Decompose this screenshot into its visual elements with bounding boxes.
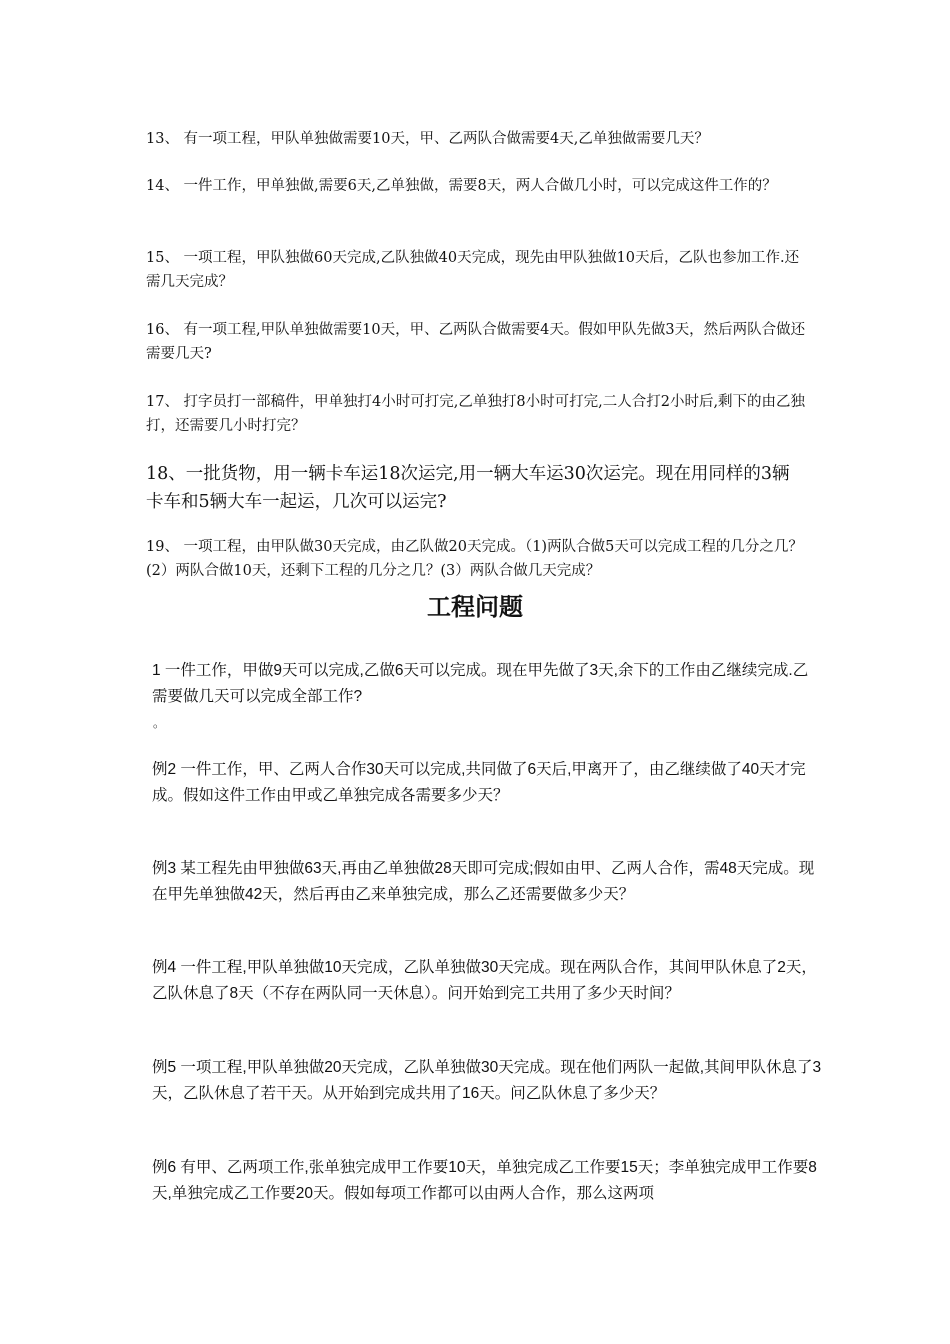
example-5: 例5 一项工程,甲队单独做20天完成，乙队单独做30天完成。现在他们两队一起做,其间甲队休息了3天，乙队休息了若干天。从开始到完成共用了16天。问乙队休息了多少天？	[152, 1059, 822, 1102]
example-2: 例2 一件工作，甲、乙两人合作30天可以完成,共同做了6天后,甲离开了，由乙继续做了40天才完成。假如这件工作由甲或乙单独完成各需要多少天？	[152, 761, 806, 804]
example-6: 例6 有甲、乙两项工作,张单独完成甲工作要10天，单独完成乙工作要15天；李单独完成甲工作要8天,单独完成乙工作要20天。假如每项工作都可以由两人合作，那么这两项	[152, 1159, 817, 1202]
question-15: 15、 一项工程，甲队独做60天完成,乙队独做40天完成，现先由甲队独做10天后，乙队也参加工作.还需几天完成？	[146, 250, 800, 290]
example-3: 例3 某工程先由甲独做63天,再由乙单独做28天即可完成;假如由甲、乙两人合作，需48天完成。现在甲先单独做42天，然后再由乙来单独完成，那么乙还需要做多少天？	[152, 860, 815, 903]
stray-mark: 。	[153, 716, 166, 730]
example-1: 1 一件工作，甲做9天可以完成,乙做6天可以完成。现在甲先做了3天,余下的工作由乙继续完成.乙需要做几天可以完成全部工作?	[152, 662, 809, 705]
question-16: 16、 有一项工程,甲队单独做需要10天，甲、乙两队合做需要4天。假如甲队先做3天，然后两队合做还需要几天?	[146, 322, 806, 362]
question-14: 14、 一件工作，甲单独做,需要6天,乙单独做，需要8天，两人合做几小时，可以完成这件工作的？	[146, 178, 777, 194]
section-title: 工程问题	[427, 594, 523, 621]
question-17: 17、 打字员打一部稿件，甲单独打4小时可打完,乙单独打8小时可打完,二人合打2小时后,剩下的由乙独打，还需要几小时打完？	[146, 394, 806, 434]
question-13: 13、 有一项工程，甲队单独做需要10天，甲、乙两队合做需要4天,乙单独做需要几天？	[146, 131, 709, 147]
question-19: 19、 一项工程，由甲队做30天完成，由乙队做20天完成。（1)两队合做5天可以完成工程的几分之几？(2）两队合做10天，还剩下工程的几分之几？(3）两队合做几天完成？	[146, 539, 803, 579]
example-4: 例4 一件工程,甲队单独做10天完成，乙队单独做30天完成。现在两队合作，其间甲队休息了2天，乙队休息了8天（不存在两队同一天休息）。问开始到完工共用了多少天时间？	[152, 959, 817, 1002]
question-18: 18、一批货物，用一辆卡车运18次运完,用一辆大车运30次运完。现在用同样的3辆卡车和5辆大车一起运，几次可以运完?	[146, 464, 790, 512]
